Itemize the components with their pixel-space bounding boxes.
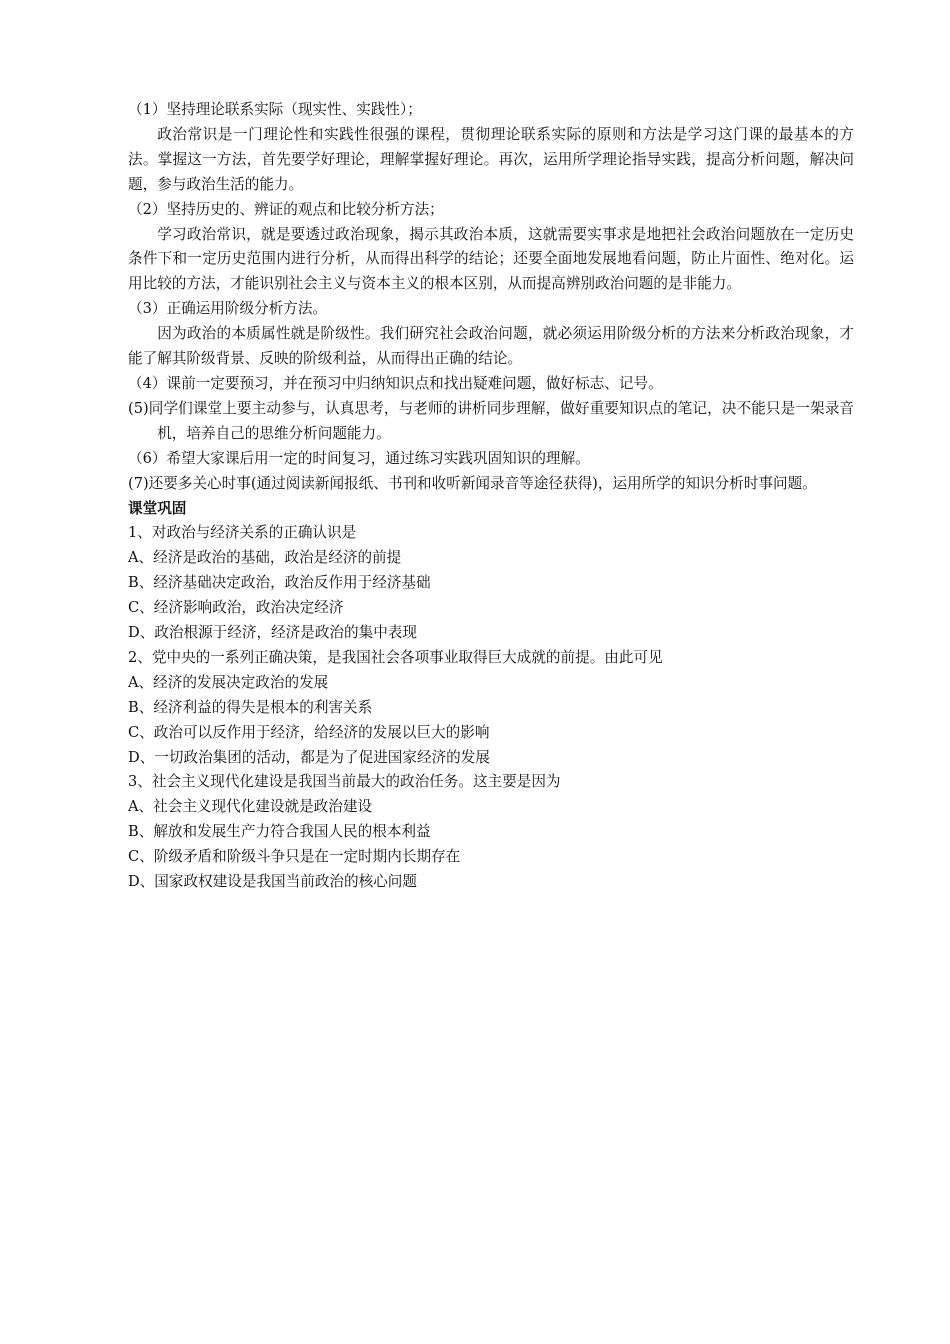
question-2-stem: 2、党中央的一系列正确决策，是我国社会各项事业取得巨大成就的前提。由此可见	[128, 648, 663, 666]
method-3-heading: （3）正确运用阶级分析方法。	[128, 300, 328, 318]
method-1-body: 政治常识是一门理论性和实践性很强的课程，贯彻理论联系实际的原则和方法是学习这门课的最基本的方法。掌握这一方法，首先要学好理论，理解掌握好理论。再次，运用所学理论指导实践，提高分析问题，解决问题，参与政治生活的能力。	[128, 125, 854, 193]
question-3-option-a: A、社会主义现代化建设就是政治建设	[128, 798, 373, 816]
question-1-stem: 1、对政治与经济关系的正确认识是	[128, 524, 357, 542]
tip-6: （6）希望大家课后用一定的时间复习，通过练习实践巩固知识的理解。	[128, 449, 590, 467]
section-title: 课堂巩固	[128, 499, 187, 517]
method-3-body: 因为政治的本质属性就是阶级性。我们研究社会政治问题，就必须运用阶级分析的方法来分析政治现象，才能了解其阶级背景、反映的阶级利益，从而得出正确的结论。	[128, 325, 854, 368]
question-3-stem: 3、社会主义现代化建设是我国当前最大的政治任务。这主要是因为	[128, 773, 561, 791]
method-2-heading: （2）坚持历史的、辨证的观点和比较分析方法；	[128, 200, 444, 218]
question-1-option-d: D、政治根源于经济，经济是政治的集中表现	[128, 624, 417, 642]
question-3-option-b: B、解放和发展生产力符合我国人民的根本利益	[128, 823, 431, 841]
question-2-option-a: A、经济的发展决定政治的发展	[128, 673, 329, 691]
tip-5: (5)同学们课堂上要主动参与，认真思考，与老师的讲析同步理解，做好重要知识点的笔记，决不能只是一架录音机，培养自己的思维分析问题能力。	[128, 399, 854, 442]
tip-7: (7)还要多关心时事(通过阅读新闻报纸、书刊和收听新闻录音等途径获得)，运用所学的知识分析时事问题。	[128, 474, 817, 492]
question-2-option-d: D、一切政治集团的活动，都是为了促进国家经济的发展	[128, 748, 490, 766]
document-page	[128, 98, 854, 895]
method-1-heading: （1）坚持理论联系实际（现实性、实践性）；	[128, 101, 422, 118]
question-3-option-d: D、国家政权建设是我国当前政治的核心问题	[128, 873, 417, 891]
question-1-option-a: A、经济是政治的基础，政治是经济的前提	[128, 549, 402, 567]
question-3-option-c: C、阶级矛盾和阶级斗争只是在一定时期内长期存在	[128, 848, 461, 866]
tip-4: （4）课前一定要预习，并在预习中归纳知识点和找出疑难问题，做好标志、记号。	[128, 374, 663, 392]
question-1-option-b: B、经济基础决定政治，政治反作用于经济基础	[128, 574, 431, 592]
question-2-option-b: B、经济利益的得失是根本的利害关系	[128, 698, 373, 716]
method-2-body: 学习政治常识，就是要透过政治现象，揭示其政治本质，这就需要实事求是地把社会政治问题放在一定历史条件下和一定历史范围内进行分析，从而得出科学的结论；还要全面地发展地看问题，防止片面性、绝对化。运用比较的方法，才能识别社会主义与资本主义的根本区别，从而提高辨别政治问题的是非能力。	[128, 225, 854, 293]
question-2-option-c: C、政治可以反作用于经济，给经济的发展以巨大的影响	[128, 723, 490, 741]
question-1-option-c: C、经济影响政治，政治决定经济	[128, 599, 344, 617]
